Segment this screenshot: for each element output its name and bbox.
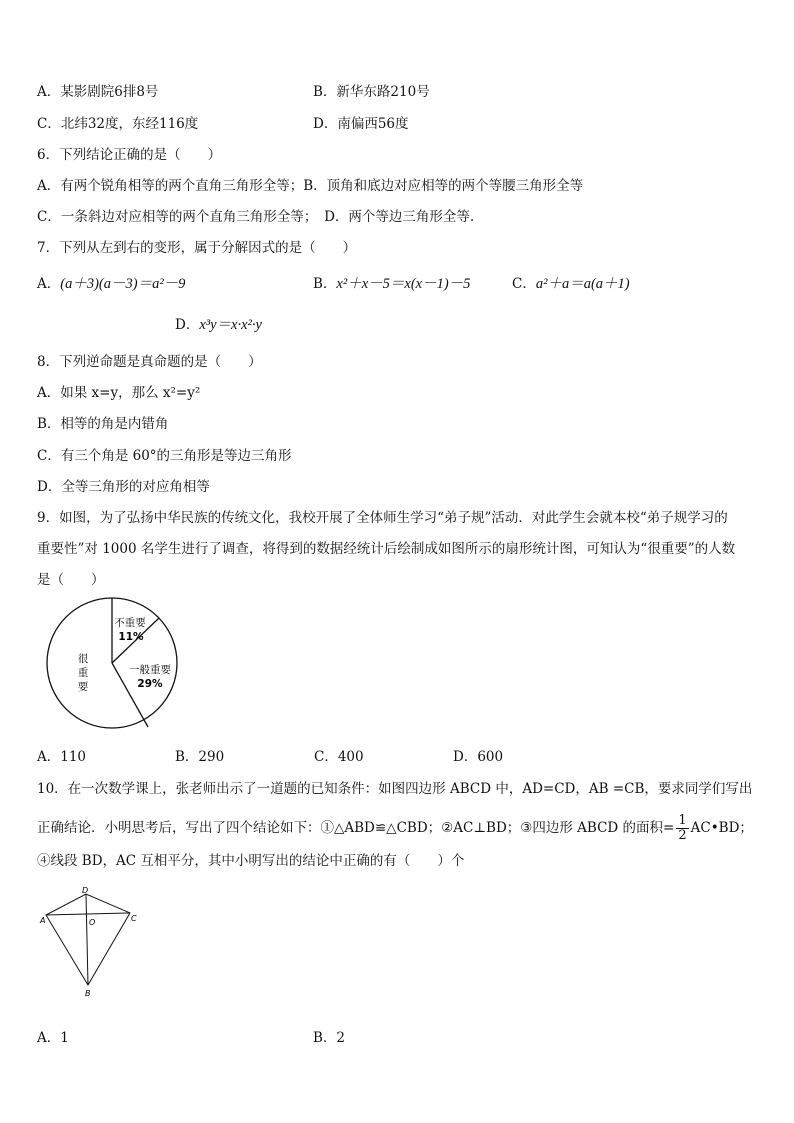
pie-label-very-1: 很 <box>77 653 89 665</box>
q7-option-d-label: D． <box>175 317 200 333</box>
q10-option-a: A．1 <box>37 1030 69 1046</box>
q10-stem-line3: ④线段 BD，AC 互相平分，其中小明写出的结论中正确的有（ ）个 <box>37 853 465 869</box>
q10-stem-line2 <box>37 814 753 843</box>
q8-option-a: A．如果 x=y，那么 x²=y² <box>37 385 201 401</box>
q7-option-d <box>175 315 262 335</box>
pie-label-very-3: 要 <box>77 681 89 693</box>
q9-option-b: B．290 <box>175 749 225 765</box>
q9-option-a: A．110 <box>37 749 87 765</box>
q10-fraction-denominator: 2 <box>678 828 687 843</box>
q7-option-d-expr: x³y＝x·x²·y <box>199 317 262 333</box>
pie-pct-not-important: 11% <box>118 631 144 643</box>
q9-pie-chart <box>38 596 188 736</box>
vertex-label-b: B <box>85 989 91 998</box>
q10-stem-line2-tail: AC•BD； <box>690 820 753 836</box>
pie-label-not-important: 不重要 <box>114 617 146 629</box>
q7-option-b-expr: x²＋x－5＝x(x－1)－5 <box>336 276 471 292</box>
q10-option-b: B．2 <box>313 1030 346 1046</box>
q5-option-b: B．新华东路210号 <box>313 84 430 100</box>
q10-fraction <box>676 814 688 843</box>
q10-fraction-numerator: 1 <box>678 813 687 828</box>
q7-option-a-label: A． <box>37 276 61 292</box>
q8-stem: 8．下列逆命题是真命题的是（ ） <box>37 354 262 370</box>
pie-pct-general: 29% <box>137 678 163 690</box>
q6-stem: 6．下列结论正确的是（ ） <box>37 147 222 163</box>
q5-option-d: D．南偏西56度 <box>313 116 409 132</box>
diagonal-bd <box>86 894 88 985</box>
vertex-label-a: A <box>40 916 46 925</box>
q7-option-c-label: C． <box>512 276 536 292</box>
q5-option-a: A．某影剧院6排8号 <box>37 84 159 100</box>
q10-stem-line2-text: 正确结论．小明思考后，写出了四个结论如下：①△ABD≌△CBD；②AC⊥BD；③四边形 ABCD 的面积= <box>37 820 675 836</box>
q7-option-c <box>512 274 630 294</box>
vertex-label-c: C <box>131 914 137 923</box>
point-label-o: O <box>89 918 96 927</box>
q9-option-c: C．400 <box>314 749 364 765</box>
q7-stem: 7．下列从左到右的变形，属于分解因式的是（ ） <box>37 240 357 256</box>
pie-label-general: 一般重要 <box>129 664 171 676</box>
q7-option-a <box>37 274 185 294</box>
q6-options-cd: C．一条斜边对应相等的两个直角三角形全等； D．两个等边三角形全等. <box>37 209 475 225</box>
q8-option-b: B．相等的角是内错角 <box>37 416 169 432</box>
q7-option-b-label: B． <box>313 276 337 292</box>
q7-option-c-expr: a²＋a＝a(a＋1) <box>535 276 630 292</box>
vertex-label-d: D <box>82 886 89 895</box>
q9-option-d: D．600 <box>453 749 504 765</box>
q7-option-b <box>313 274 470 294</box>
q9-stem-line3: 是（ ） <box>37 572 105 588</box>
q7-option-a-expr: (a＋3)(a－3)＝a²－9 <box>60 276 186 292</box>
q9-stem-line2: 重要性”对 1000 名学生进行了调查，将得到的数据经统计后绘制成如图所示的扇形统计图，可知认为“很重要”的人数 <box>37 541 736 557</box>
q10-quadrilateral-figure <box>36 884 146 999</box>
q5-option-c: C．北纬32度，东经116度 <box>37 116 199 132</box>
q8-option-d: D．全等三角形的对应角相等 <box>37 479 210 495</box>
q6-options-ab: A．有两个锐角相等的两个直角三角形全等；B．顶角和底边对应相等的两个等腰三角形全等 <box>37 178 584 194</box>
diagonal-ac <box>46 913 130 915</box>
q8-option-c: C．有三个角是 60°的三角形是等边三角形 <box>37 448 292 464</box>
q10-stem-line1: 10．在一次数学课上，张老师出示了一道题的已知条件：如图四边形 ABCD 中，AD=CD，AB =CB，要求同学们写出 <box>37 781 753 797</box>
pie-label-very-2: 重 <box>77 667 89 679</box>
q9-stem-line1: 9．如图，为了弘扬中华民族的传统文化，我校开展了全体师生学习“弟子规”活动．对此学生会就本校“弟子规学习的 <box>37 510 728 526</box>
